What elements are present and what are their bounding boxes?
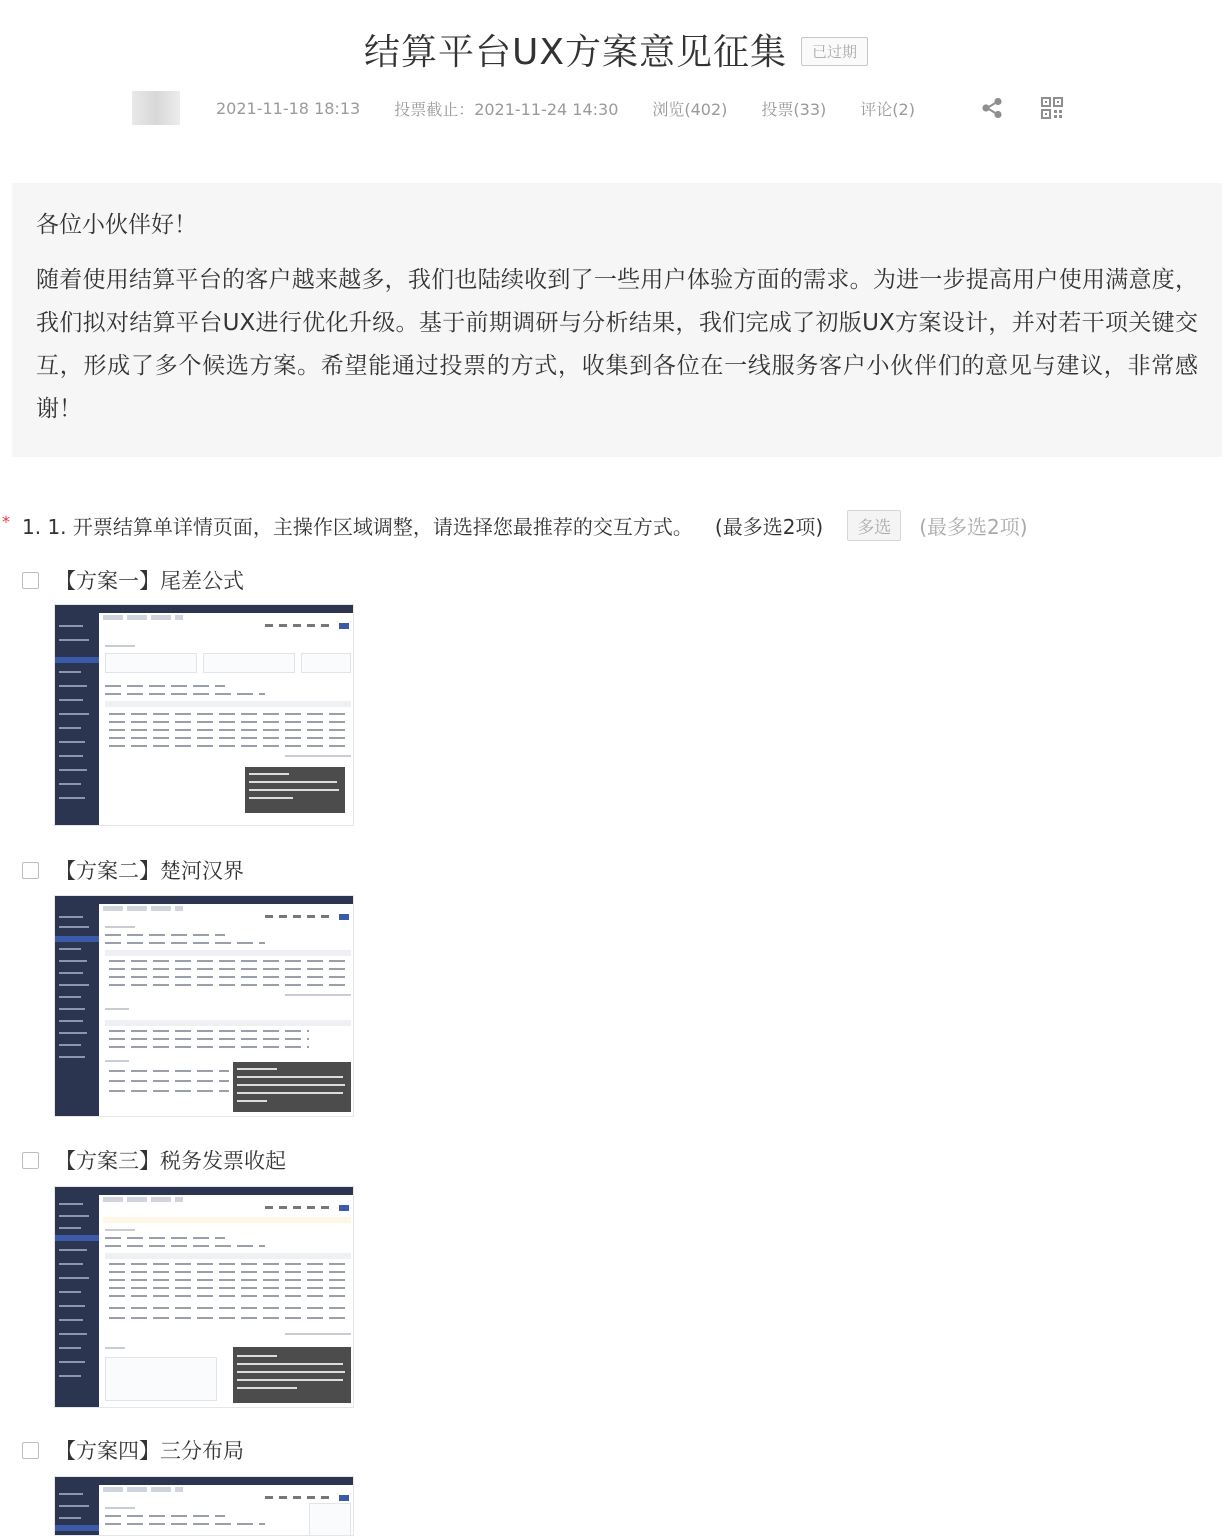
question-limit: (最多选2项) [714, 515, 824, 539]
option-1-screenshot[interactable] [54, 604, 354, 826]
option-4-screenshot[interactable] [54, 1476, 354, 1536]
option-checkbox[interactable] [22, 1152, 39, 1169]
comment-count[interactable]: 评论(2) [860, 99, 915, 119]
question-type-badge: 多选 [847, 510, 901, 541]
option-checkbox[interactable] [22, 1442, 39, 1459]
option-label: 【方案三】税务发票收起 [55, 1149, 286, 1173]
view-count: 浏览(402) [652, 99, 728, 119]
option-checkbox[interactable] [22, 862, 39, 879]
share-icon[interactable] [979, 95, 1005, 121]
vote-count[interactable]: 投票(33) [761, 99, 827, 119]
intro-greeting: 各位小伙伴好！ [36, 212, 197, 238]
publish-time: 2021-11-18 18:13 [216, 98, 361, 118]
status-badge: 已过期 [801, 37, 868, 66]
question-title [0, 510, 1232, 541]
avatar [132, 91, 180, 125]
option-3[interactable] [22, 1145, 286, 1175]
option-3-screenshot[interactable] [54, 1186, 354, 1408]
option-2-screenshot[interactable] [54, 895, 354, 1117]
option-4[interactable] [22, 1435, 244, 1465]
option-checkbox[interactable] [22, 572, 39, 589]
qrcode-icon[interactable] [1039, 95, 1065, 121]
option-label: 【方案四】三分布局 [55, 1439, 244, 1463]
meta-row [132, 90, 1065, 126]
intro-body: 随着使用结算平台的客户越来越多，我们也陆续收到了一些用户体验方面的需求。为进一步提高用户使用满意度，我们拟对结算平台UX进行优化升级。基于前期调研与分析结果，我们完成了初版UX方案设计，并对若干项关键交互，形成了多个候选方案。希望能通过投票的方式，收集到各位在一线服务客户小伙伴们的意见与建议，非常感谢！ [36, 267, 1198, 422]
page-title: 结算平台UX方案意见征集 [363, 32, 787, 73]
intro-panel [12, 183, 1222, 457]
option-2[interactable] [22, 855, 244, 885]
vote-deadline: 投票截止：2021-11-24 14:30 [394, 99, 619, 119]
question-text: 1. 1. 开票结算单详情页面，主操作区域调整，请选择您最推荐的交互方式。 [22, 515, 693, 539]
option-1[interactable] [22, 565, 244, 595]
option-label: 【方案二】楚河汉界 [55, 859, 244, 883]
question-limit-hint: (最多选2项) [919, 515, 1028, 539]
title-row [0, 24, 1232, 75]
option-label: 【方案一】尾差公式 [55, 569, 244, 593]
required-mark: * [2, 512, 10, 531]
